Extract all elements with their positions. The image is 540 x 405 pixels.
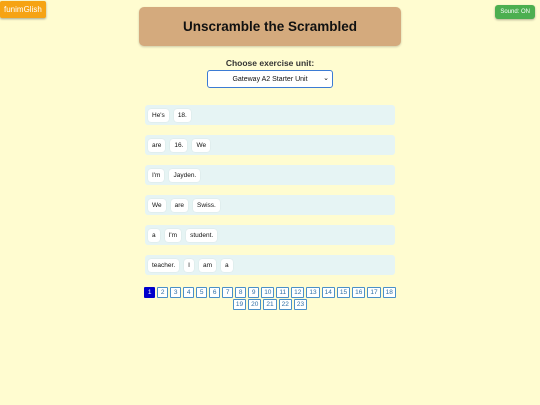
- page-button-6[interactable]: 6: [209, 287, 220, 298]
- page-button-2[interactable]: 2: [157, 287, 168, 298]
- word-chip[interactable]: I'm: [165, 229, 181, 242]
- sentence-row: [145, 135, 395, 155]
- chevron-down-icon: ⌄: [323, 75, 329, 82]
- word-chip[interactable]: 18.: [174, 109, 191, 122]
- page-button-9[interactable]: 9: [248, 287, 259, 298]
- word-chip[interactable]: 16.: [170, 139, 187, 152]
- unit-select[interactable]: [207, 70, 333, 88]
- word-chip[interactable]: teacher.: [148, 259, 179, 272]
- page-button-20[interactable]: 20: [248, 299, 261, 310]
- word-chip[interactable]: Swiss.: [193, 199, 220, 212]
- page-button-12[interactable]: 12: [291, 287, 304, 298]
- page-button-21[interactable]: 21: [263, 299, 276, 310]
- page-button-23[interactable]: 23: [294, 299, 307, 310]
- word-chip[interactable]: am: [199, 259, 216, 272]
- sound-toggle-button[interactable]: Sound: ON: [495, 5, 535, 19]
- word-chip[interactable]: I'm: [148, 169, 164, 182]
- word-chip[interactable]: a: [221, 259, 233, 272]
- word-chip[interactable]: student.: [186, 229, 217, 242]
- page-button-5[interactable]: 5: [196, 287, 207, 298]
- sentence-row: [145, 105, 395, 125]
- title-banner: [139, 7, 401, 46]
- sentence-list: [145, 105, 395, 285]
- sentence-row: [145, 225, 395, 245]
- word-chip[interactable]: He's: [148, 109, 169, 122]
- word-chip[interactable]: are: [171, 199, 188, 212]
- unit-label: Choose exercise unit:: [225, 58, 315, 68]
- page-button-11[interactable]: 11: [276, 287, 289, 298]
- page-button-8[interactable]: 8: [235, 287, 246, 298]
- page-button-7[interactable]: 7: [222, 287, 233, 298]
- page-button-13[interactable]: 13: [306, 287, 319, 298]
- pagination: [140, 287, 400, 311]
- word-chip[interactable]: We: [192, 139, 210, 152]
- brand-logo-button[interactable]: funimGlish: [0, 1, 46, 18]
- page-button-4[interactable]: 4: [183, 287, 194, 298]
- word-chip[interactable]: We: [148, 199, 166, 212]
- sentence-row: [145, 195, 395, 215]
- page-title: Unscramble the Scrambled: [182, 19, 358, 34]
- word-chip[interactable]: are: [148, 139, 165, 152]
- sentence-row: [145, 165, 395, 185]
- unit-select-value: Gateway A2 Starter Unit: [232, 75, 308, 83]
- word-chip[interactable]: Jayden.: [169, 169, 200, 182]
- sentence-row: [145, 255, 395, 275]
- page-button-14[interactable]: 14: [322, 287, 335, 298]
- page-button-18[interactable]: 18: [383, 287, 396, 298]
- page-button-10[interactable]: 10: [261, 287, 274, 298]
- page-button-15[interactable]: 15: [337, 287, 350, 298]
- page-button-16[interactable]: 16: [352, 287, 365, 298]
- word-chip[interactable]: a: [148, 229, 160, 242]
- page-button-19[interactable]: 19: [233, 299, 246, 310]
- page-button-3[interactable]: 3: [170, 287, 181, 298]
- page-button-1[interactable]: 1: [144, 287, 155, 298]
- word-chip[interactable]: I: [184, 259, 194, 272]
- page-button-17[interactable]: 17: [367, 287, 380, 298]
- page-button-22[interactable]: 22: [279, 299, 292, 310]
